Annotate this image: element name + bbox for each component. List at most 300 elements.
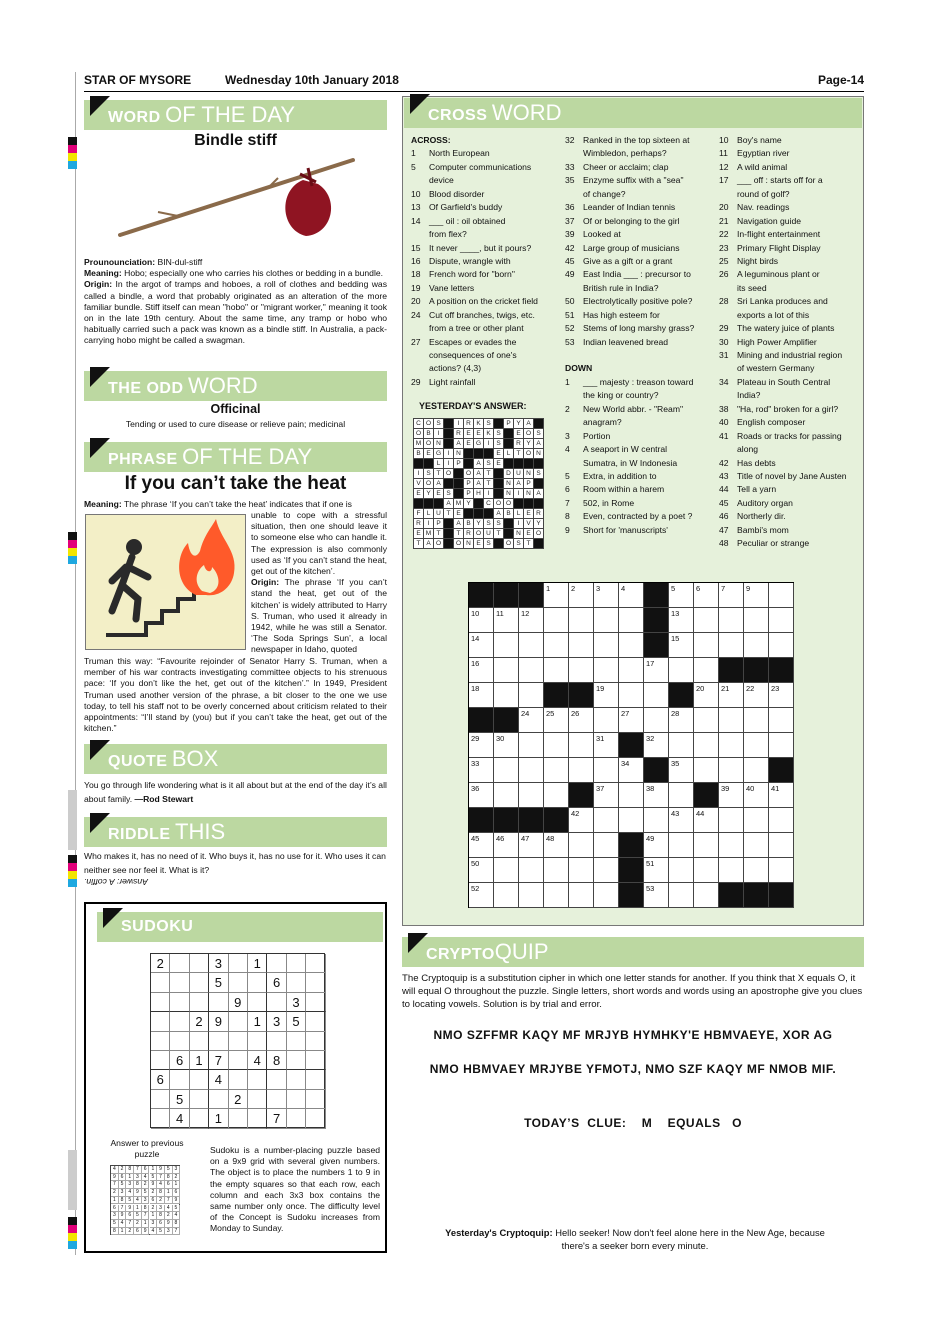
solution-cell: 8 <box>157 1212 165 1220</box>
crossword-cell[interactable] <box>744 733 769 758</box>
solution-cell: 9 <box>126 1205 134 1213</box>
crossword-cell[interactable]: 23 <box>769 683 794 708</box>
sudoku-cell[interactable] <box>209 993 228 1012</box>
crossword-cell[interactable]: 37 <box>594 783 619 808</box>
clue-number: 29 <box>411 376 421 387</box>
clue-text: from a tree or other plant <box>429 323 524 334</box>
crossword-cell[interactable] <box>594 858 619 883</box>
crossword-cell[interactable] <box>694 758 719 783</box>
crossword-cell[interactable] <box>544 858 569 883</box>
answer-cell <box>444 529 454 539</box>
crossword-cell[interactable] <box>744 758 769 783</box>
crossword-cell[interactable]: 33 <box>469 758 494 783</box>
clue-number: 20 <box>719 202 729 213</box>
crossword-cell[interactable] <box>719 808 744 833</box>
clue-line <box>565 309 715 322</box>
clue-line <box>565 228 715 241</box>
sudoku-cell[interactable] <box>229 1012 248 1031</box>
crossword-cell[interactable] <box>519 658 544 683</box>
crossword-cell[interactable]: 27 <box>619 708 644 733</box>
crossword-cell[interactable] <box>769 583 794 608</box>
sudoku-cell[interactable] <box>190 1032 209 1051</box>
crossword-cell[interactable]: 3 <box>594 583 619 608</box>
crossword-cell[interactable] <box>719 708 744 733</box>
answer-cell: O <box>424 479 434 489</box>
black-cell <box>494 808 519 833</box>
crossword-cell[interactable] <box>744 808 769 833</box>
solution-cell: 6 <box>150 1197 158 1205</box>
clue-number: 20 <box>411 296 421 307</box>
sudoku-cell[interactable] <box>287 1090 306 1109</box>
crossword-cell[interactable] <box>544 658 569 683</box>
solution-cell: 9 <box>150 1181 158 1189</box>
crossword-cell[interactable] <box>769 708 794 733</box>
black-cell <box>644 608 669 633</box>
sudoku-cell[interactable] <box>209 1032 228 1051</box>
clue-line <box>719 174 864 187</box>
crossword-cell[interactable] <box>669 658 694 683</box>
answer-cell: E <box>494 449 504 459</box>
black-cell <box>519 808 544 833</box>
answer-cell: R <box>514 439 524 449</box>
crossword-cell[interactable] <box>694 708 719 733</box>
clue-text: Vane letters <box>429 282 475 293</box>
crossword-cell[interactable] <box>669 733 694 758</box>
sudoku-cell[interactable] <box>190 954 209 973</box>
crossword-cell[interactable] <box>519 733 544 758</box>
clue-number: 34 <box>719 376 729 387</box>
crossword-cell[interactable] <box>569 758 594 783</box>
sudoku-cell[interactable] <box>287 1109 306 1128</box>
crossword-cell[interactable] <box>569 883 594 908</box>
crossword-cell[interactable] <box>519 783 544 808</box>
sudoku-cell[interactable] <box>151 1109 170 1128</box>
answer-cell: P <box>464 489 474 499</box>
solution-cell: 2 <box>126 1228 134 1236</box>
crossword-cell[interactable] <box>519 758 544 783</box>
crossword-cell[interactable] <box>769 833 794 858</box>
crossword-cell[interactable] <box>544 758 569 783</box>
crossword-cell[interactable]: 30 <box>494 733 519 758</box>
sudoku-cell[interactable] <box>306 1051 325 1070</box>
answer-cell <box>444 439 454 449</box>
solution-cell: 9 <box>157 1166 165 1174</box>
crossword-cell[interactable] <box>769 608 794 633</box>
sudoku-cell[interactable] <box>229 1109 248 1128</box>
black-cell <box>744 883 769 908</box>
clue-text: anagram? <box>583 417 622 428</box>
crossword-cell[interactable]: 7 <box>719 583 744 608</box>
crossword-cell[interactable] <box>619 783 644 808</box>
crossword-cell[interactable] <box>744 608 769 633</box>
crossword-cell[interactable]: 17 <box>644 658 669 683</box>
crossword-cell[interactable] <box>569 833 594 858</box>
sudoku-cell[interactable] <box>229 1032 248 1051</box>
crossword-cell[interactable]: 11 <box>494 608 519 633</box>
solution-cell: 1 <box>150 1212 158 1220</box>
clue-text: Looked at <box>583 229 621 240</box>
crossword-cell[interactable] <box>719 858 744 883</box>
sudoku-cell[interactable] <box>248 1090 267 1109</box>
sudoku-cell[interactable] <box>306 1070 325 1089</box>
sudoku-cell[interactable] <box>248 993 267 1012</box>
sudoku-cell[interactable] <box>306 1109 325 1128</box>
sudoku-cell[interactable] <box>306 1090 325 1109</box>
crossword-cell[interactable] <box>694 883 719 908</box>
sudoku-cell[interactable] <box>306 993 325 1012</box>
sudoku-cell[interactable] <box>151 1051 170 1070</box>
answer-cell: Y <box>464 499 474 509</box>
crossword-cell[interactable] <box>494 658 519 683</box>
crossword-cell[interactable]: 53 <box>644 883 669 908</box>
crossword-cell[interactable] <box>719 833 744 858</box>
color-bar <box>68 855 77 887</box>
crossword-cell[interactable]: 15 <box>669 633 694 658</box>
clue-line <box>411 309 561 322</box>
yesterday-cryptoquip: Yesterday's Cryptoquip: Hello seeker! Now don't feel alone here in the New Age, because there's a seeker born every minute. <box>445 1227 825 1251</box>
crossword-cell[interactable] <box>669 783 694 808</box>
sudoku-cell[interactable] <box>170 1070 189 1089</box>
answer-cell <box>514 459 524 469</box>
crossword-cell[interactable] <box>619 658 644 683</box>
crossword-cell[interactable]: 20 <box>694 683 719 708</box>
crossword-cell[interactable]: 31 <box>594 733 619 758</box>
sudoku-cell[interactable] <box>267 1032 286 1051</box>
sudoku-cell[interactable] <box>151 1032 170 1051</box>
crossword-cell[interactable] <box>644 808 669 833</box>
clue-number: 15 <box>411 242 421 253</box>
crossword-cell[interactable] <box>644 708 669 733</box>
black-cell <box>494 708 519 733</box>
clue-line <box>719 362 864 375</box>
sudoku-cell[interactable] <box>209 1090 228 1109</box>
solution-cell: 5 <box>126 1197 134 1205</box>
sudoku-cell[interactable] <box>306 954 325 973</box>
answer-cell: S <box>444 489 454 499</box>
sudoku-cell[interactable] <box>151 1012 170 1031</box>
sudoku-cell[interactable] <box>248 973 267 992</box>
crossword-cell[interactable]: 9 <box>744 583 769 608</box>
crossword-cell[interactable] <box>594 708 619 733</box>
sudoku-cell[interactable] <box>170 993 189 1012</box>
crossword-cell[interactable] <box>594 808 619 833</box>
sudoku-cell[interactable] <box>267 1090 286 1109</box>
answer-cell: N <box>454 449 464 459</box>
crossword-cell[interactable]: 51 <box>644 858 669 883</box>
odd-word: Officinal <box>210 402 261 416</box>
crossword-cell[interactable] <box>594 608 619 633</box>
clue-text: of western Germany <box>737 363 815 374</box>
crossword-cell[interactable]: 28 <box>669 708 694 733</box>
sudoku-cell[interactable] <box>267 993 286 1012</box>
solution-cell: 2 <box>111 1189 119 1197</box>
sudoku-cell[interactable] <box>229 954 248 973</box>
crossword-cell[interactable] <box>744 833 769 858</box>
crossword-cell[interactable] <box>769 733 794 758</box>
crossword-cell[interactable] <box>519 633 544 658</box>
crossword-cell[interactable]: 43 <box>669 808 694 833</box>
crossword-cell[interactable]: 1 <box>544 583 569 608</box>
sudoku-cell[interactable] <box>287 973 306 992</box>
clue-line <box>565 134 715 147</box>
sudoku-cell[interactable] <box>306 1012 325 1031</box>
answer-cell: U <box>514 469 524 479</box>
crossword-cell[interactable]: 35 <box>669 758 694 783</box>
crossword-cell[interactable]: 34 <box>619 758 644 783</box>
crossword-cell[interactable] <box>594 658 619 683</box>
sudoku-cell[interactable] <box>190 1070 209 1089</box>
crossword-cell[interactable] <box>594 833 619 858</box>
crossword-cell[interactable] <box>494 858 519 883</box>
crossword-cell[interactable]: 36 <box>469 783 494 808</box>
clue-line <box>719 349 864 362</box>
sudoku-cell[interactable] <box>190 1090 209 1109</box>
sudoku-cell[interactable] <box>306 973 325 992</box>
crossword-cell[interactable] <box>669 858 694 883</box>
crossword-cell[interactable] <box>719 733 744 758</box>
crossword-cell[interactable]: 44 <box>694 808 719 833</box>
crossword-cell[interactable]: 47 <box>519 833 544 858</box>
crossword-cell[interactable] <box>744 708 769 733</box>
crossword-cell[interactable] <box>519 883 544 908</box>
clue-number: 1 <box>565 376 570 387</box>
sudoku-cell[interactable] <box>287 954 306 973</box>
crossword-cell[interactable] <box>619 608 644 633</box>
clue-number: 35 <box>565 175 575 186</box>
crossword-cell[interactable] <box>494 758 519 783</box>
crossword-cell[interactable]: 10 <box>469 608 494 633</box>
crossword-cell[interactable] <box>544 608 569 633</box>
answer-cell: V <box>524 519 534 529</box>
clue-text: Northerly dir. <box>737 511 786 522</box>
crossword-cell[interactable] <box>694 733 719 758</box>
crossword-cell[interactable]: 49 <box>644 833 669 858</box>
crossword-cell[interactable] <box>719 758 744 783</box>
sudoku-cell[interactable] <box>248 1032 267 1051</box>
solution-cell: 5 <box>150 1174 158 1182</box>
answer-cell <box>424 499 434 509</box>
crossword-cell[interactable]: 25 <box>544 708 569 733</box>
solution-cell: 3 <box>119 1189 127 1197</box>
sudoku-cell[interactable] <box>306 1032 325 1051</box>
crossword-cell[interactable] <box>494 683 519 708</box>
crossword-cell[interactable]: 18 <box>469 683 494 708</box>
crossword-cell[interactable]: 14 <box>469 633 494 658</box>
answer-cell: I <box>484 489 494 499</box>
crossword-cell[interactable]: 52 <box>469 883 494 908</box>
crossword-cell[interactable]: 45 <box>469 833 494 858</box>
answer-cell: A <box>534 489 544 499</box>
crossword-cell[interactable]: 39 <box>719 783 744 808</box>
crossword-cell[interactable] <box>494 783 519 808</box>
clue-line <box>565 255 715 268</box>
sudoku-cell[interactable] <box>190 1109 209 1128</box>
crossword-cell[interactable] <box>619 808 644 833</box>
clue-text: Plateau in South Central <box>737 376 831 387</box>
black-cell <box>644 758 669 783</box>
sudoku-cell[interactable] <box>170 1012 189 1031</box>
crossword-cell[interactable] <box>744 633 769 658</box>
crossword-cell[interactable]: 38 <box>644 783 669 808</box>
solution-cell: 5 <box>142 1189 150 1197</box>
answer-cell: I <box>484 439 494 449</box>
crossword-cell[interactable] <box>694 633 719 658</box>
clue-text: Indian leavened bread <box>583 336 669 347</box>
sudoku-cell: 4 <box>248 1051 267 1070</box>
sudoku-cell[interactable] <box>229 1070 248 1089</box>
crossword-cell[interactable] <box>744 858 769 883</box>
answer-cell: M <box>454 499 464 509</box>
crossword-cell[interactable]: 42 <box>569 808 594 833</box>
sudoku-cell[interactable] <box>170 954 189 973</box>
solution-cell: 6 <box>142 1166 150 1174</box>
answer-cell: E <box>424 449 434 459</box>
crossword-cell[interactable] <box>544 883 569 908</box>
clue-text: East India ___ : precursor to <box>583 269 691 280</box>
clue-number: 3 <box>565 430 570 441</box>
crossword-cell[interactable]: 32 <box>644 733 669 758</box>
crossword-cell[interactable] <box>769 808 794 833</box>
crossword-cell[interactable] <box>719 633 744 658</box>
crossword-cell[interactable]: 16 <box>469 658 494 683</box>
crossword-cell[interactable] <box>519 683 544 708</box>
clue-line <box>719 201 864 214</box>
answer-cell: E <box>414 529 424 539</box>
crossword-cell[interactable] <box>694 658 719 683</box>
clue-line <box>719 537 864 550</box>
answer-cell: U <box>434 509 444 519</box>
crossword-cell[interactable] <box>694 608 719 633</box>
crossword-cell[interactable] <box>544 733 569 758</box>
crossword-cell[interactable] <box>769 633 794 658</box>
clue-number: 50 <box>565 296 575 307</box>
clue-text: its seed <box>737 282 767 293</box>
sudoku-answer-label: Answer to previous puzzle <box>110 1138 184 1160</box>
crossword-cell[interactable]: 40 <box>744 783 769 808</box>
crossword-cell[interactable] <box>544 633 569 658</box>
crossword-cell[interactable] <box>544 783 569 808</box>
answer-cell <box>494 419 504 429</box>
crossword-grid <box>468 582 794 908</box>
sudoku-cell[interactable] <box>170 973 189 992</box>
sudoku-cell[interactable] <box>229 1051 248 1070</box>
crossword-cell[interactable]: 2 <box>569 583 594 608</box>
crossword-cell[interactable] <box>694 858 719 883</box>
sudoku-cell[interactable] <box>287 1070 306 1089</box>
clue-text: It never ____, but it pours? <box>429 242 532 253</box>
crossword-cell[interactable]: 4 <box>619 583 644 608</box>
sudoku-cell[interactable] <box>267 1070 286 1089</box>
black-cell <box>469 708 494 733</box>
yesterday-crossword-answer <box>413 418 544 549</box>
crossword-cell[interactable] <box>519 858 544 883</box>
sudoku-cell[interactable] <box>190 993 209 1012</box>
crossword-cell[interactable]: 5 <box>669 583 694 608</box>
crossword-cell[interactable] <box>569 658 594 683</box>
answer-cell: S <box>494 519 504 529</box>
clue-line <box>719 242 864 255</box>
sudoku-cell[interactable] <box>287 1032 306 1051</box>
crossword-cell[interactable] <box>569 733 594 758</box>
clue-line <box>565 201 715 214</box>
clue-number: 41 <box>719 430 729 441</box>
clue-number: 36 <box>565 202 575 213</box>
crossword-cell[interactable]: 22 <box>744 683 769 708</box>
clue-text: In-flight entertainment <box>737 229 821 240</box>
crossword-cell[interactable]: 21 <box>719 683 744 708</box>
crossword-cell[interactable] <box>594 758 619 783</box>
answer-cell <box>534 499 544 509</box>
sudoku-cell[interactable] <box>190 973 209 992</box>
sudoku-cell: 1 <box>248 954 267 973</box>
crossword-cell[interactable] <box>669 833 694 858</box>
black-cell <box>744 658 769 683</box>
crossword-cell[interactable] <box>644 683 669 708</box>
answer-cell: N <box>524 489 534 499</box>
sudoku-cell[interactable] <box>151 1090 170 1109</box>
crossword-cell[interactable] <box>669 883 694 908</box>
clue-number: 37 <box>565 215 575 226</box>
crossword-cell[interactable] <box>594 883 619 908</box>
crossword-cell[interactable]: 29 <box>469 733 494 758</box>
sudoku-cell[interactable] <box>248 1109 267 1128</box>
crossword-cell[interactable] <box>619 633 644 658</box>
clue-text: Large group of musicians <box>583 242 680 253</box>
answer-cell: G <box>434 449 444 459</box>
crossword-cell[interactable]: 19 <box>594 683 619 708</box>
answer-cell: S <box>434 419 444 429</box>
crossword-cell[interactable] <box>569 608 594 633</box>
crossword-cell[interactable] <box>494 883 519 908</box>
answer-cell: O <box>424 419 434 429</box>
crossword-cell[interactable]: 13 <box>669 608 694 633</box>
answer-cell <box>454 479 464 489</box>
clue-line <box>719 497 864 510</box>
sudoku-cell[interactable] <box>170 1032 189 1051</box>
crossword-cell[interactable]: 46 <box>494 833 519 858</box>
word-of-day-word: Bindle stiff <box>194 132 277 149</box>
crossword-cell[interactable]: 41 <box>769 783 794 808</box>
crossword-cell[interactable] <box>719 608 744 633</box>
crossword-cell[interactable]: 50 <box>469 858 494 883</box>
sudoku-cell[interactable] <box>267 954 286 973</box>
sudoku-cell[interactable] <box>287 1051 306 1070</box>
crossword-cell[interactable] <box>569 633 594 658</box>
answer-cell: A <box>514 479 524 489</box>
sudoku-cell[interactable] <box>151 973 170 992</box>
answer-cell <box>494 539 504 549</box>
clue-number: 25 <box>719 255 729 266</box>
crossword-cell[interactable] <box>769 858 794 883</box>
crossword-cell[interactable] <box>619 683 644 708</box>
sudoku-cell[interactable] <box>248 1070 267 1089</box>
answer-cell: R <box>464 529 474 539</box>
clue-line <box>565 483 715 496</box>
crossword-cell[interactable]: 24 <box>519 708 544 733</box>
crossword-cell[interactable] <box>494 633 519 658</box>
crossword-cell[interactable] <box>694 833 719 858</box>
crossword-cell[interactable]: 6 <box>694 583 719 608</box>
crossword-cell[interactable]: 26 <box>569 708 594 733</box>
crossword-cell[interactable] <box>594 633 619 658</box>
answer-cell <box>474 449 484 459</box>
crossword-cell[interactable]: 12 <box>519 608 544 633</box>
solution-cell: 2 <box>150 1205 158 1213</box>
crossword-cell[interactable] <box>569 858 594 883</box>
sudoku-cell[interactable] <box>151 993 170 1012</box>
crossword-cell[interactable]: 48 <box>544 833 569 858</box>
sudoku-cell[interactable] <box>229 973 248 992</box>
